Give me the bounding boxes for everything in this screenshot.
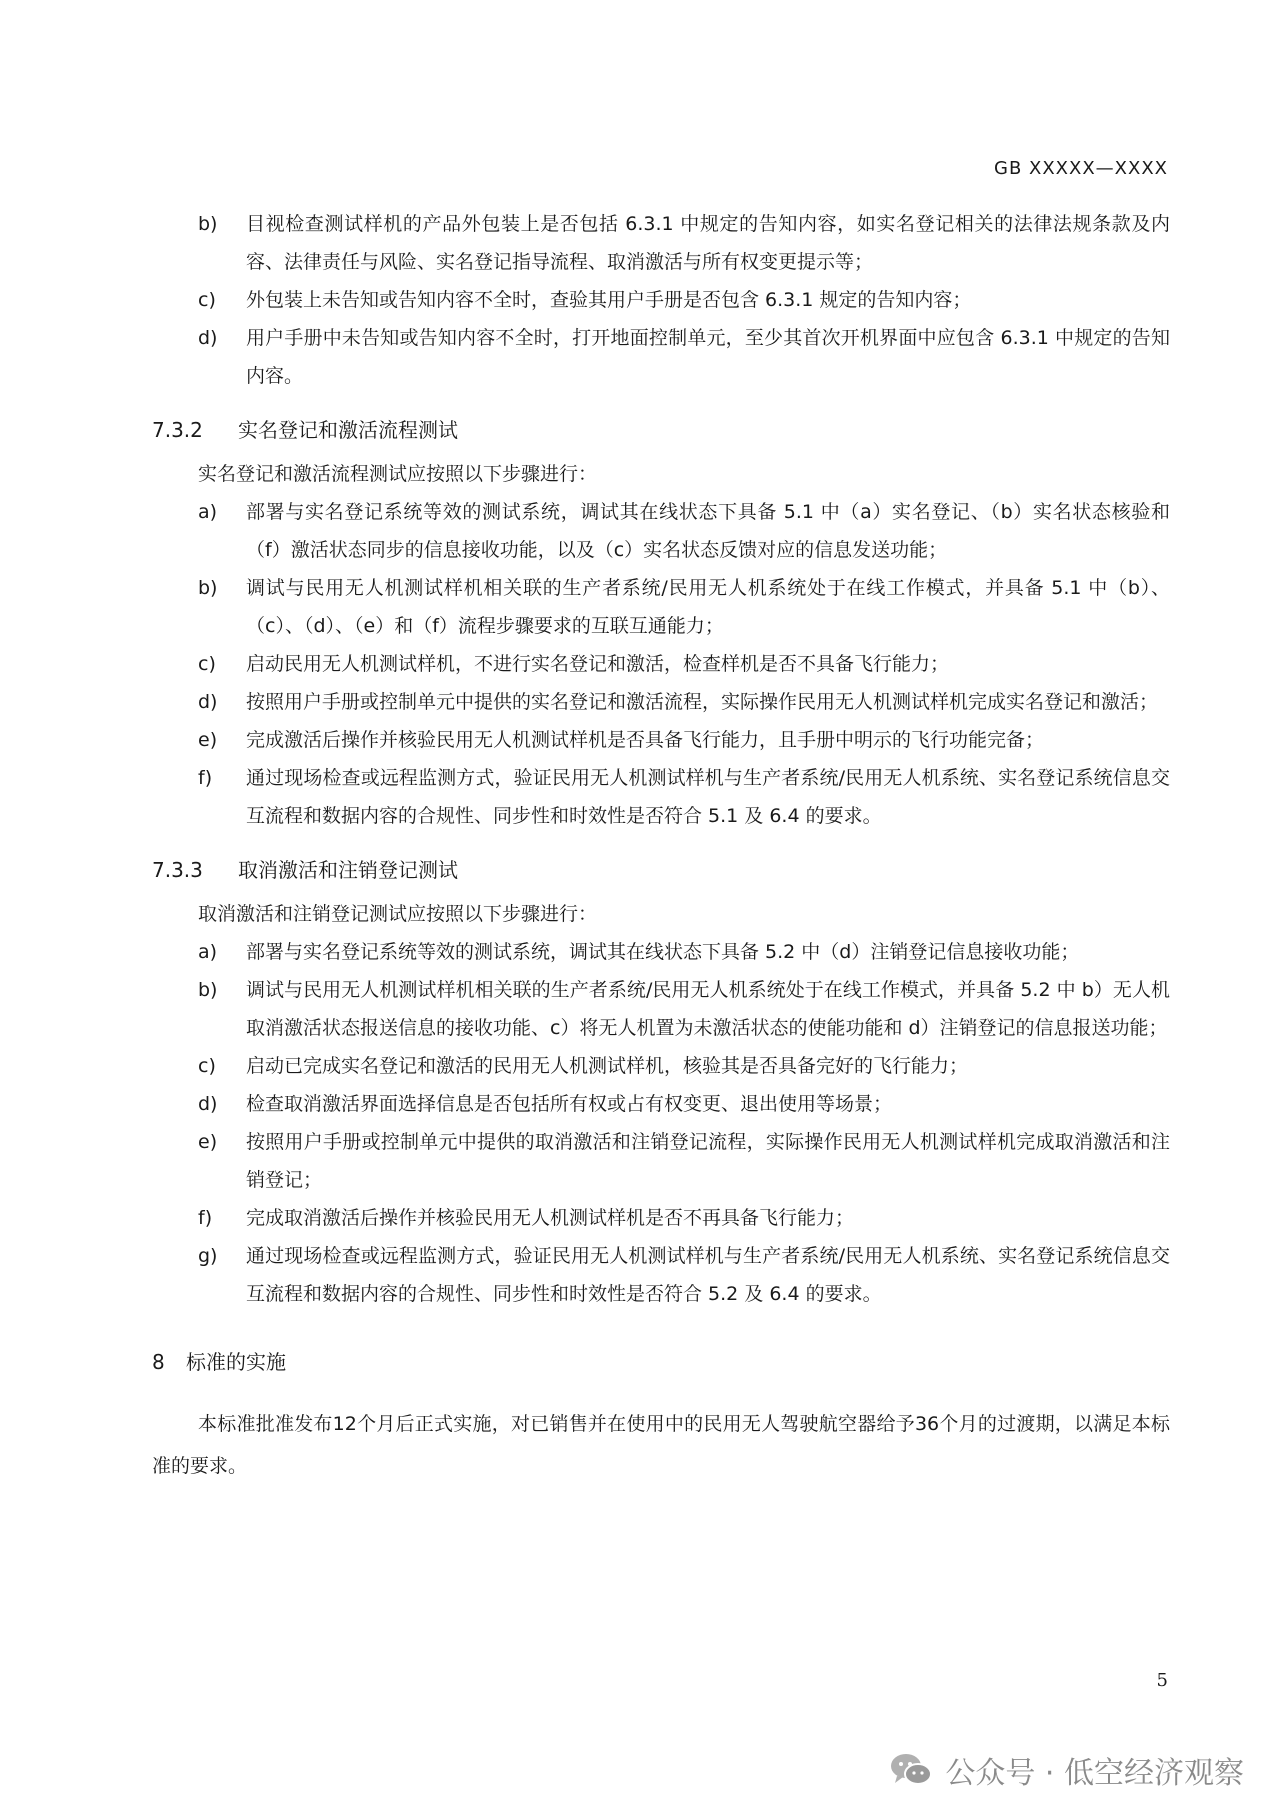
block1-list (152, 205, 1170, 395)
list-item: d) 按照用户手册或控制单元中提供的实名登记和激活流程，实际操作民用无人机测试样机完成实名登记和激活； (198, 691, 1159, 713)
s733-list (152, 933, 1170, 1313)
section-heading-7-3-3: 7.3.3 取消激活和注销登记测试 (152, 858, 458, 882)
list-item: f) 通过现场检查或远程监测方式，验证民用无人机测试样机与生产者系统/民用无人机系统、实名登记系统信息交互流程和数据内容的合规性、同步性和时效性是否符合 5.1 及 6.4 的要求。 (198, 767, 1170, 827)
list-item: b) 目视检查测试样机的产品外包装上是否包括 6.3.1 中规定的告知内容，如实名登记相关的法律法规条款及内容、法律责任与风险、实名登记指导流程、取消激活与所有权变更提示等； (198, 213, 1170, 273)
document-code: GB XXXXX—XXXX (994, 158, 1168, 179)
watermark-text: 公众号 · 低空经济观察 (945, 1756, 1244, 1791)
list-item: f) 完成取消激活后操作并核验民用无人机测试样机是否不再具备飞行能力； (198, 1207, 855, 1229)
section-heading-7-3-2: 7.3.2 实名登记和激活流程测试 (152, 418, 458, 442)
section-intro: 取消激活和注销登记测试应按照以下步骤进行： (198, 903, 598, 925)
list-item: a) 部署与实名登记系统等效的测试系统，调试其在线状态下具备 5.2 中（d）注销登记信息接收功能； (198, 941, 1080, 963)
page-number: 5 (1156, 1670, 1168, 1691)
section-intro: 实名登记和激活流程测试应按照以下步骤进行： (198, 463, 598, 485)
list-item: g) 通过现场检查或远程监测方式，验证民用无人机测试样机与生产者系统/民用无人机系统、实名登记系统信息交互流程和数据内容的合规性、同步性和时效性是否符合 5.2 及 6.4 的要求。 (198, 1245, 1170, 1305)
watermark (889, 1748, 1244, 1792)
list-item: d) 用户手册中未告知或告知内容不全时，打开地面控制单元，至少其首次开机界面中应包含 6.3.1 中规定的告知内容。 (198, 327, 1170, 387)
list-item: c) 外包装上未告知或告知内容不全时，查验其用户手册是否包含 6.3.1 规定的告知内容； (198, 289, 972, 311)
list-item: c) 启动已完成实名登记和激活的民用无人机测试样机，核验其是否具备完好的飞行能力； (198, 1055, 969, 1077)
implementation-paragraph: 本标准批准发布12个月后正式实施，对已销售并在使用中的民用无人驾驶航空器给予36个月的过渡期，以满足本标准的要求。 (152, 1413, 1170, 1477)
list-item: e) 按照用户手册或控制单元中提供的取消激活和注销登记流程，实际操作民用无人机测试样机完成取消激活和注销登记； (198, 1131, 1170, 1191)
list-item: a) 部署与实名登记系统等效的测试系统，调试其在线状态下具备 5.1 中（a）实名登记、（b）实名状态核验和（f）激活状态同步的信息接收功能，以及（c）实名状态反馈对应的信息发送功能； (198, 501, 1170, 561)
document-body (152, 205, 1170, 1487)
list-item: b) 调试与民用无人机测试样机相关联的生产者系统/民用无人机系统处于在线工作模式，并具备 5.1 中（b）、（c）、（d）、（e）和（f）流程步骤要求的互联互通能力； (198, 577, 1170, 637)
list-item: e) 完成激活后操作并核验民用无人机测试样机是否具备飞行能力，且手册中明示的飞行功能完备； (198, 729, 1045, 751)
list-item: b) 调试与民用无人机测试样机相关联的生产者系统/民用无人机系统处于在线工作模式，并具备 5.2 中 b）无人机取消激活状态报送信息的接收功能、c）将无人机置为未激活状态的使能功能和 d）注销登记的信息报送功能； (198, 979, 1170, 1039)
list-item: c) 启动民用无人机测试样机，不进行实名登记和激活，检查样机是否不具备飞行能力； (198, 653, 950, 675)
section-heading-8: 8 标准的实施 (152, 1350, 286, 1374)
s732-list (152, 493, 1170, 835)
wechat-icon (889, 1750, 933, 1790)
list-item: d) 检查取消激活界面选择信息是否包括所有权或占有权变更、退出使用等场景； (198, 1093, 893, 1115)
